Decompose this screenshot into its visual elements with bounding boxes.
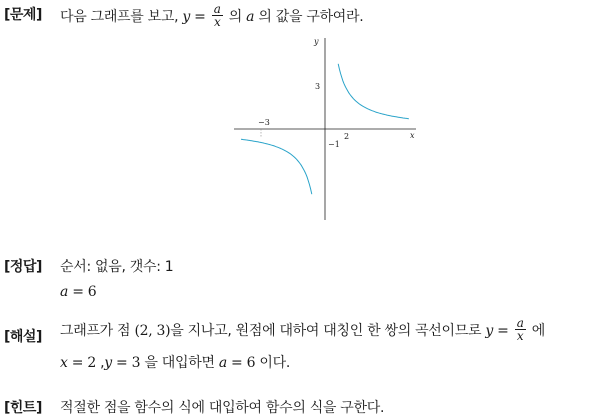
explanation-fraction — [515, 317, 526, 343]
explanation-text-c: 에 — [531, 323, 545, 339]
answer-line1: 순서: 없음, 갯수: 1 — [60, 259, 174, 275]
explanation-y: y — [104, 355, 112, 371]
problem-frac-den: x — [213, 15, 221, 29]
hint-text: 적절한 점을 함수의 식에 대입하여 함수의 식을 구한다. — [60, 400, 385, 416]
answer-line2 — [60, 284, 96, 300]
y-axis-label: y — [314, 37, 319, 46]
explanation-eq-lhs: y = — [485, 323, 509, 339]
explanation-a-value: = 6 — [231, 355, 256, 371]
explanation-text-a: 그래프가 점 — [60, 323, 131, 339]
explanation-x: x — [60, 355, 68, 371]
answer-value: = 6 — [72, 284, 97, 300]
tick-label-y3: 3 — [315, 82, 321, 91]
problem-frac-num: a — [213, 2, 221, 16]
explanation-x-value: = 2 — [71, 355, 96, 371]
hyperbola-branch-q1 — [338, 64, 409, 119]
explanation-text-d: 을 대입하면 — [144, 355, 215, 371]
problem-text-mid: 의 — [228, 9, 243, 25]
answer-var-a: a — [60, 284, 69, 300]
explanation-line1 — [60, 318, 545, 344]
explanation-frac-den: x — [516, 329, 524, 343]
problem-var-a: a — [246, 9, 255, 25]
tick-label-xneg3: −3 — [258, 118, 270, 127]
hint-tag: [힌트] — [4, 400, 42, 416]
answer-tag: [정답] — [4, 259, 42, 275]
x-axis-label: x — [410, 131, 415, 140]
explanation-point: (2, 3) — [134, 323, 171, 339]
explanation-tag: [해설] — [4, 329, 42, 345]
problem-tag: [문제] — [4, 7, 42, 23]
explanation-var-a: a — [218, 355, 227, 371]
tick-label-x2: 2 — [344, 132, 350, 141]
problem-fraction — [212, 3, 223, 29]
hyperbola-graph — [230, 32, 420, 224]
tick-label-yneg1: −1 — [328, 140, 340, 149]
explanation-line2 — [60, 352, 290, 372]
explanation-y-value: = 3 — [116, 355, 141, 371]
explanation-sep: , — [100, 355, 105, 371]
explanation-frac-num: a — [516, 316, 524, 330]
problem-text-before: 다음 그래프를 보고, — [60, 9, 179, 25]
explanation-text-e: 이다. — [259, 355, 291, 371]
problem-eq-lhs: y = — [182, 9, 206, 25]
explanation-text-b: 을 지나고, 원점에 대하여 대칭인 한 쌍의 곡선이므로 — [170, 323, 482, 339]
problem-text — [60, 4, 363, 30]
problem-text-after: 의 값을 구하여라. — [258, 9, 364, 25]
hyperbola-branch-q3 — [241, 139, 312, 194]
